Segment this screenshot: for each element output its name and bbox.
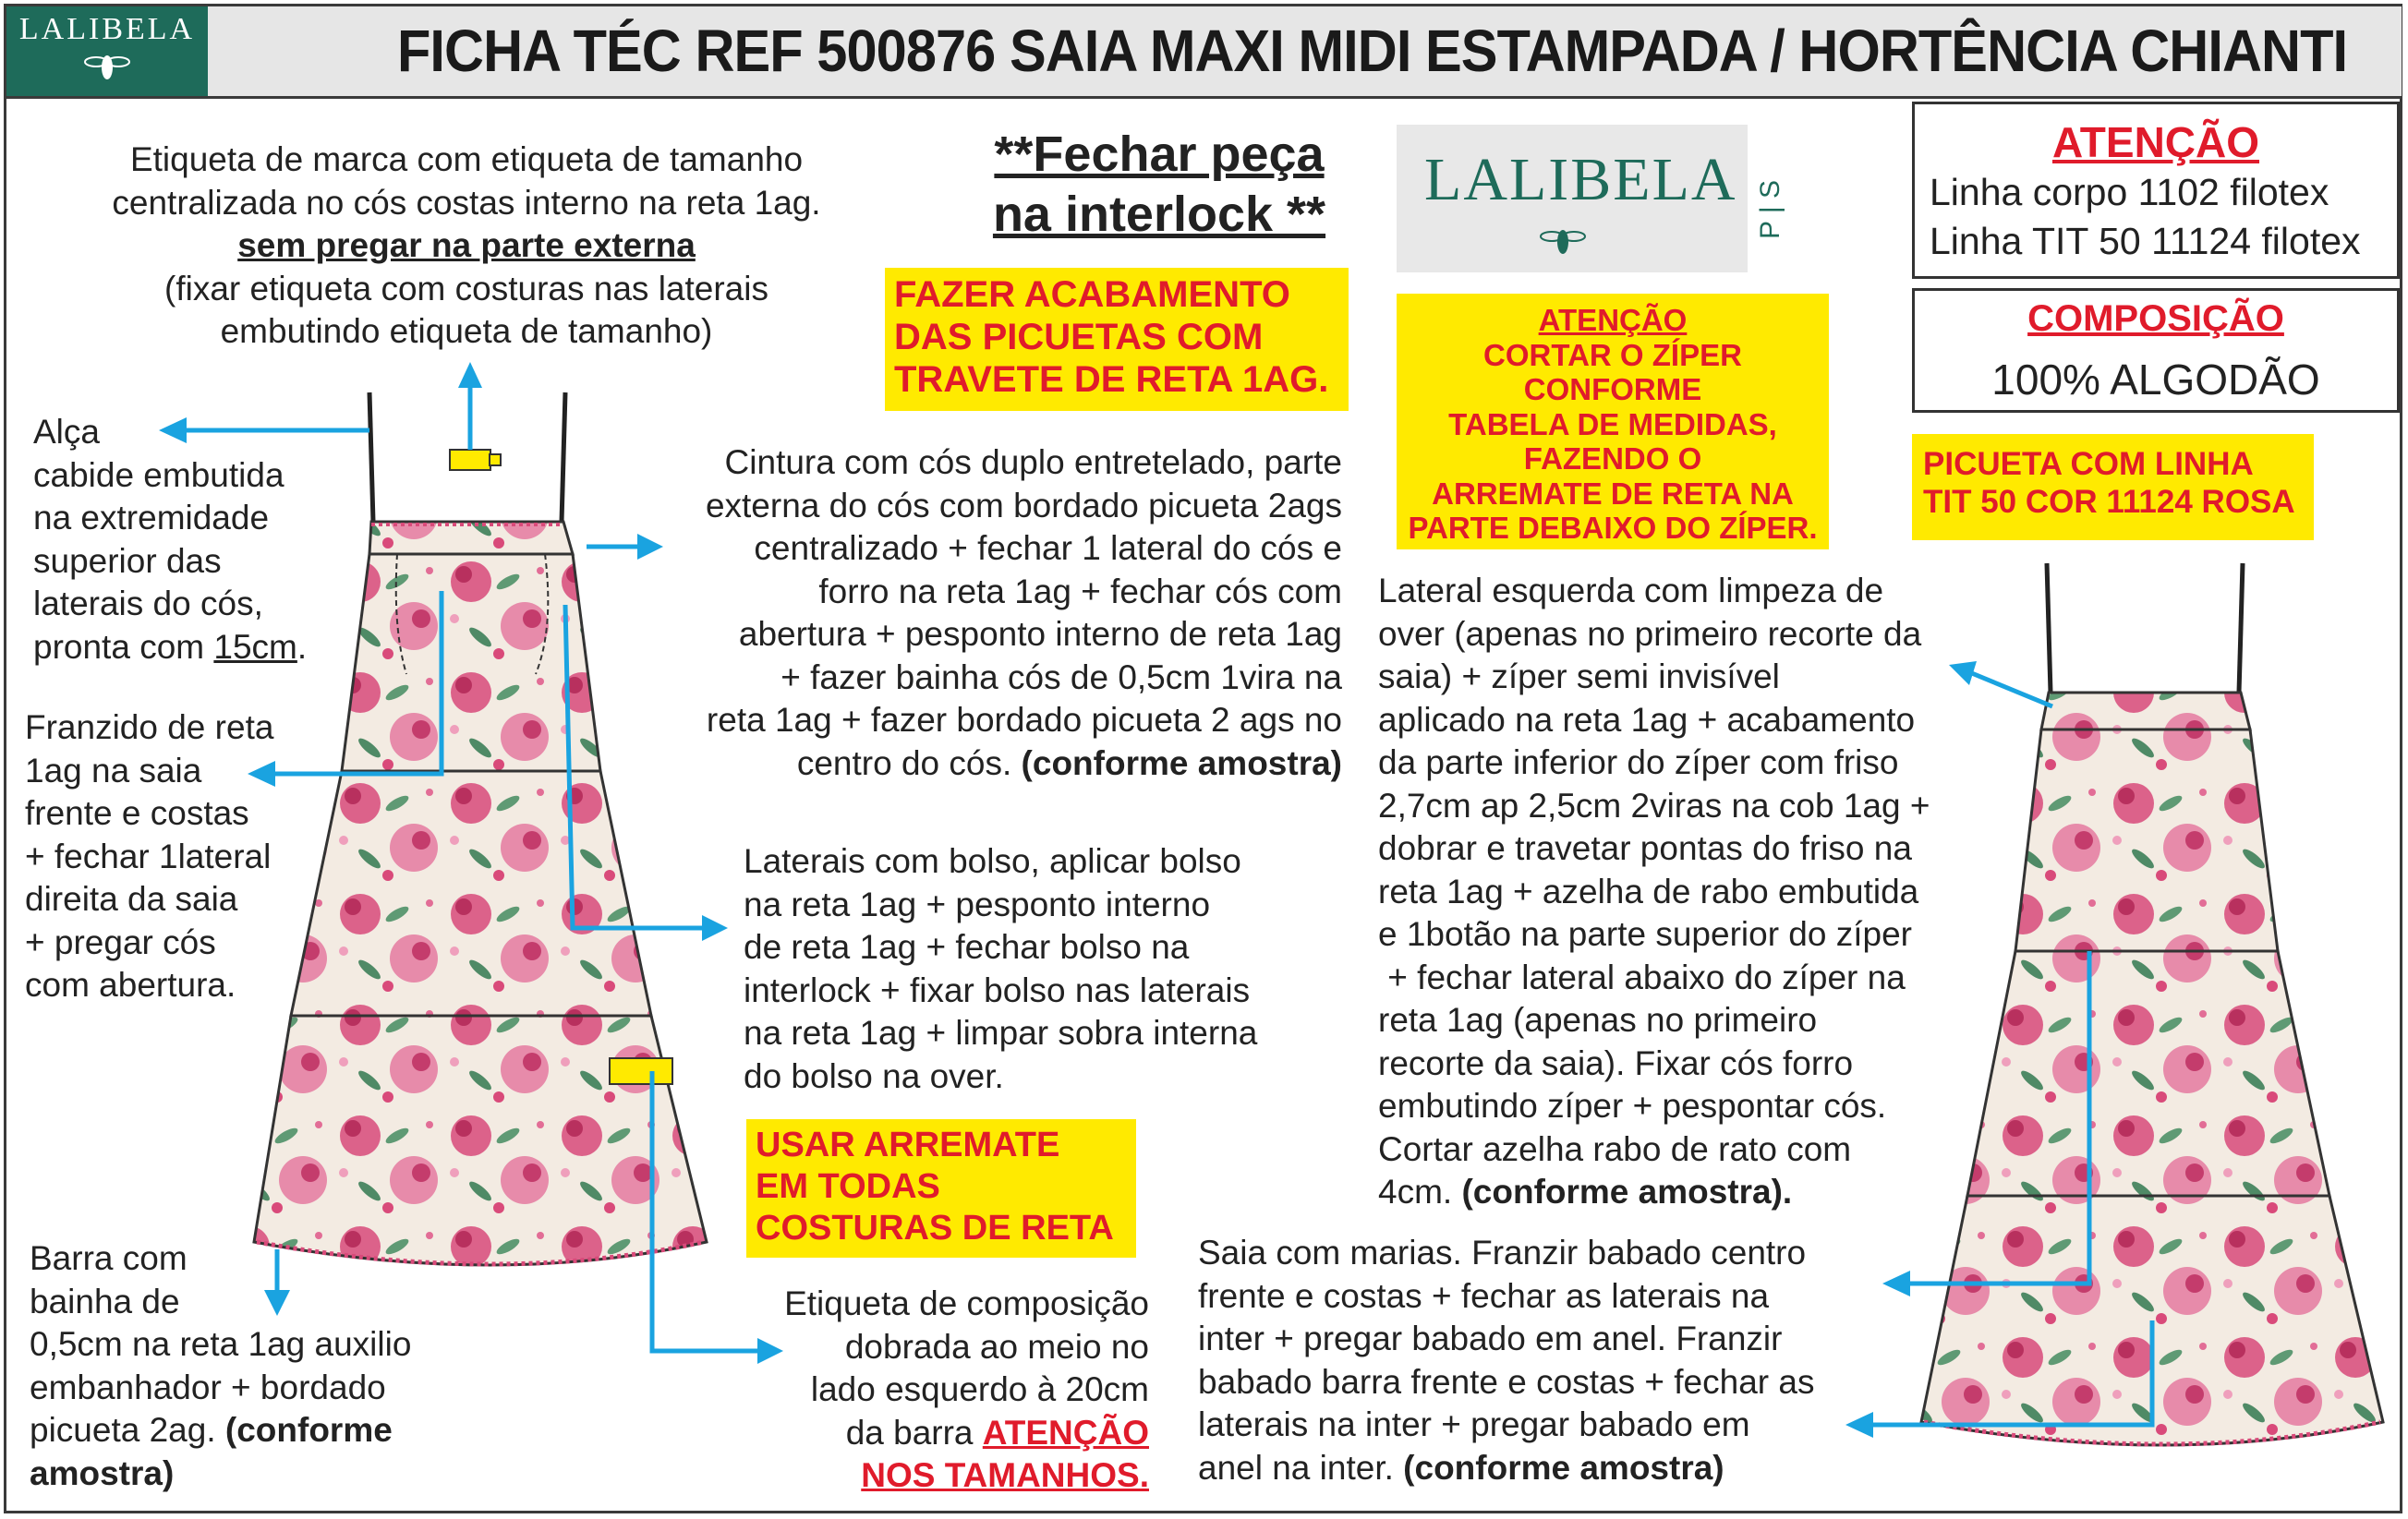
warning-usar-arremate: USAR ARREMATE EM TODAS COSTURAS DE RETA xyxy=(746,1119,1136,1258)
note-laterais-bolso: Laterais com bolso, aplicar bolso na reta 1ag + pesponto interno de reta 1ag + fechar bolso na interlock + fixar bolso nas laterais na reta 1ag + limpar sobra interna do bolso na over. xyxy=(744,842,1258,1095)
logo-side-text: P | S xyxy=(1755,180,1785,239)
page-title: FICHA TÉC REF 500876 SAIA MAXI MIDI ESTAMPADA / HORTÊNCIA CHIANTI xyxy=(397,18,2348,84)
note-etiqueta-composicao: Etiqueta de composição dobrada ao meio no lado esquerdo à 20cm da barra ATENÇÃO NOS TAMANHOS. xyxy=(784,1284,1149,1494)
note-franzido: Franzido de reta 1ag na saia frente e costas + fechar 1lateral direita da saia + pregar cós com abertura. xyxy=(25,708,274,1004)
note-lateral-esquerda: Lateral esquerda com limpeza de over (apenas no primeiro recorte da saia) + zíper semi invisível aplicado na reta 1ag + acabamento da parte inferior do zíper com friso 2,7cm ap 2,5cm 2viras na cob 1ag + dobrar e travetar pontas do friso na reta 1ag + azelha de rabo embutida e 1botão na parte superior do zíper + fechar lateral abaixo do zíper na reta 1ag (apenas no primeiro recorte da saia). Fixar cós forro embutindo zíper + pespontar cós. Cortar azelha rabo de rato com 4cm. (conforme amostra). xyxy=(1378,572,1930,1211)
note-alca: Alça cabide embutida na extremidade superior das laterais do cós, pronta com 15cm. xyxy=(33,413,308,666)
warning-picueta-linha: PICUETA COM LINHA TIT 50 COR 11124 ROSA xyxy=(1912,434,2314,540)
brand-name: LALIBELA xyxy=(18,12,196,46)
atencao-box: ATENÇÃO Linha corpo 1102 filotex Linha TIT 50 11124 filotex xyxy=(1912,102,2400,279)
note-barra: Barra com bainha de 0,5cm na reta 1ag auxilio embanhador + bordado picueta 2ag. (conforme amostra) xyxy=(30,1239,412,1492)
note-etiqueta-marca: Etiqueta de marca com etiqueta de tamanho centralizada no cós costas interno na reta 1ag. sem pregar na parte externa (fixar etiqueta com costuras nas laterais embutindo etiqueta de tamanho) xyxy=(112,140,821,350)
lalibela-logo: LALIBELA xyxy=(1397,125,1748,272)
note-fechar-interlock: **Fechar peça na interlock ** xyxy=(992,127,1326,242)
logo-bee-icon xyxy=(1535,222,1591,259)
brand-label-marker xyxy=(450,450,490,470)
composicao-box: COMPOSIÇÃO 100% ALGODÃO xyxy=(1912,288,2400,413)
note-saia-marias: Saia com marias. Franzir babado centro frente e costas + fechar as laterais na inter + pregar babado em anel. Franzir babado barra frente e costas + fechar as laterais na inter + pregar babado em anel na inter. (conforme amostra) xyxy=(1198,1234,1815,1487)
note-cintura: Cintura com cós duplo entretelado, parte externa do cós com bordado picueta 2ags centralizado + fechar 1 lateral do cós e forro na reta 1ag + fechar cós com abertura + pesponto interno de reta 1ag + fazer bainha cós de 0,5cm 1vira na reta 1ag + fazer bordado picueta 2 ags no centro do cós. (conforme amostra) xyxy=(705,443,1342,782)
composition-label-marker xyxy=(610,1058,672,1084)
warning-acabamento-picuetas: FAZER ACABAMENTO DAS PICUETAS COM TRAVETE DE RETA 1AG. xyxy=(885,268,1349,411)
warning-cortar-ziper: ATENÇÃO CORTAR O ZÍPER CONFORME TABELA DE MEDIDAS, FAZENDO O ARREMATE DE RETA NA PARTE DEBAIXO DO ZÍPER. xyxy=(1397,294,1829,549)
